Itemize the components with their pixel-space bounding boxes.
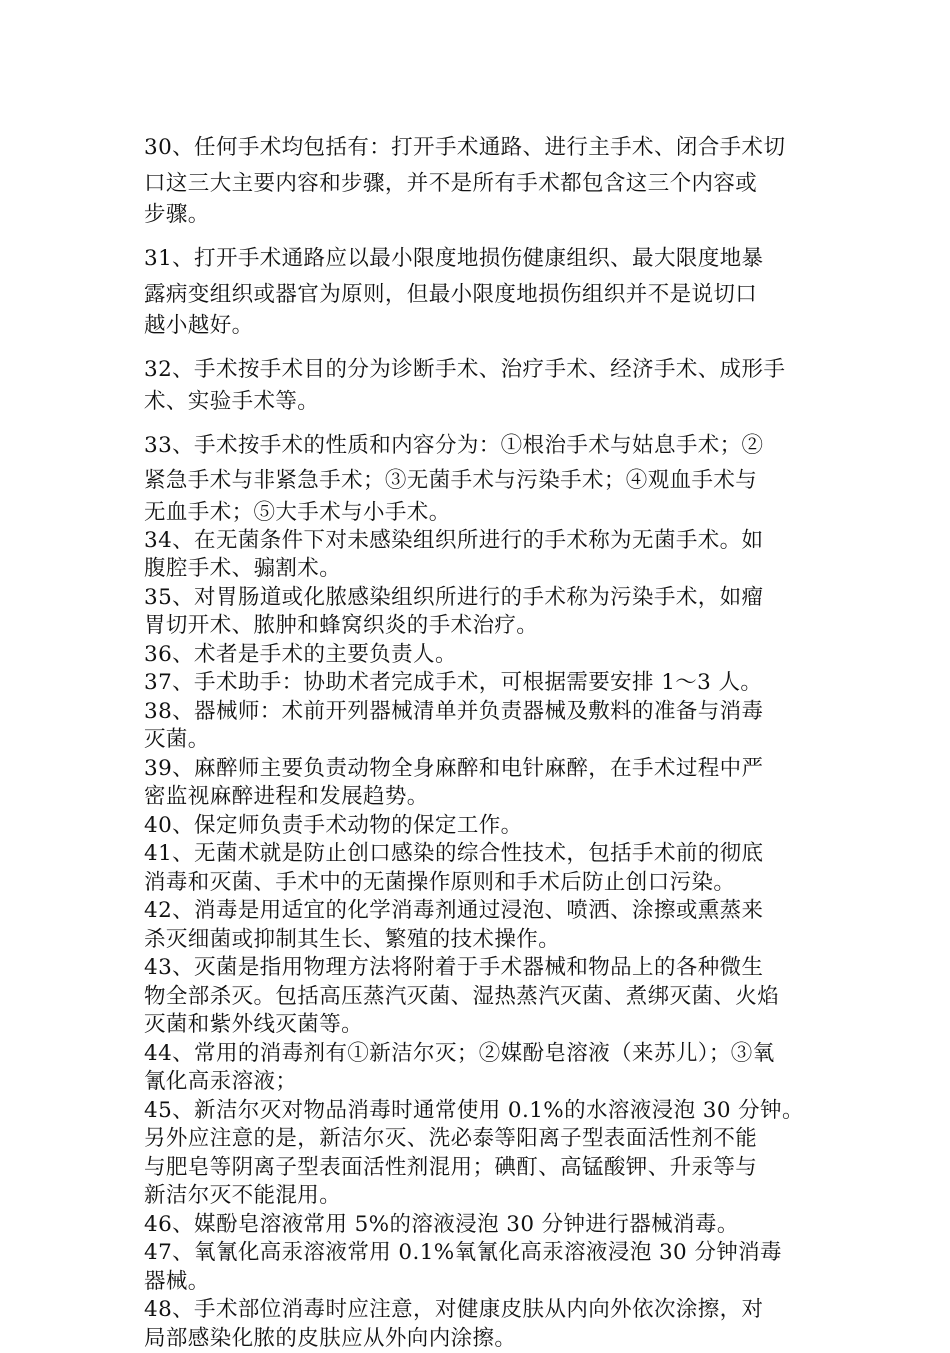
text-line: 38、器械师：术前开列器械清单并负责器械及敷料的准备与消毒 xyxy=(144,698,814,727)
paragraph-33 xyxy=(144,428,814,527)
paragraph-30 xyxy=(144,130,814,229)
paragraph-37 xyxy=(144,669,814,698)
text-line: 37、手术助手：协助术者完成手术，可根据需要安排 1～3 人。 xyxy=(144,669,814,698)
text-line: 48、手术部位消毒时应注意，对健康皮肤从内向外依次涂擦，对 xyxy=(144,1296,814,1325)
text-line: 与肥皂等阴离子型表面活性剂混用；碘酊、高锰酸钾、升汞等与 xyxy=(144,1154,814,1183)
text-line: 物全部杀灭。包括高压蒸汽灭菌、湿热蒸汽灭菌、煮绑灭菌、火焰 xyxy=(144,983,814,1012)
text-line: 灭菌和紫外线灭菌等。 xyxy=(144,1011,814,1040)
text-line: 紧急手术与非紧急手术；③无菌手术与污染手术；④观血手术与 xyxy=(144,463,814,499)
text-line: 42、消毒是用适宜的化学消毒剂通过浸泡、喷洒、涂擦或熏蒸来 xyxy=(144,897,814,926)
text-line: 44、常用的消毒剂有①新洁尔灭；②媒酚皂溶液（来苏儿）；③氧 xyxy=(144,1040,814,1069)
text-line: 32、手术按手术目的分为诊断手术、治疗手术、经济手术、成形手 xyxy=(144,352,814,388)
paragraph-31 xyxy=(144,241,814,340)
text-line: 局部感染化脓的皮肤应从外向内涂擦。 xyxy=(144,1325,814,1353)
document-page xyxy=(144,130,814,1353)
text-line: 步骤。 xyxy=(144,201,814,229)
paragraph-45 xyxy=(144,1097,814,1211)
paragraph-44 xyxy=(144,1040,814,1097)
text-line: 34、在无菌条件下对未感染组织所进行的手术称为无菌手术。如 xyxy=(144,527,814,556)
text-line: 43、灭菌是指用物理方法将附着于手术器械和物品上的各种微生 xyxy=(144,954,814,983)
text-line: 氰化高汞溶液； xyxy=(144,1068,814,1097)
text-line: 35、对胃肠道或化脓感染组织所进行的手术称为污染手术，如瘤 xyxy=(144,584,814,613)
text-line: 胃切开术、脓肿和蜂窝织炎的手术治疗。 xyxy=(144,612,814,641)
paragraph-38 xyxy=(144,698,814,755)
paragraph-36 xyxy=(144,641,814,670)
text-line: 40、保定师负责手术动物的保定工作。 xyxy=(144,812,814,841)
text-line: 41、无菌术就是防止创口感染的综合性技术，包括手术前的彻底 xyxy=(144,840,814,869)
text-line: 密监视麻醉进程和发展趋势。 xyxy=(144,783,814,812)
text-line: 越小越好。 xyxy=(144,312,814,340)
paragraph-34 xyxy=(144,527,814,584)
text-line: 46、媒酚皂溶液常用 5%的溶液浸泡 30 分钟进行器械消毒。 xyxy=(144,1211,814,1240)
text-line: 31、打开手术通路应以最小限度地损伤健康组织、最大限度地暴 xyxy=(144,241,814,277)
paragraph-40 xyxy=(144,812,814,841)
text-line: 另外应注意的是，新洁尔灭、洗必泰等阳离子型表面活性剂不能 xyxy=(144,1125,814,1154)
text-line: 消毒和灭菌、手术中的无菌操作原则和手术后防止创口污染。 xyxy=(144,869,814,898)
text-line: 灭菌。 xyxy=(144,726,814,755)
text-line: 露病变组织或器官为原则，但最小限度地损伤组织并不是说切口 xyxy=(144,277,814,313)
text-line: 36、术者是手术的主要负责人。 xyxy=(144,641,814,670)
paragraph-48 xyxy=(144,1296,814,1353)
paragraph-47 xyxy=(144,1239,814,1296)
text-line: 30、任何手术均包括有：打开手术通路、进行主手术、闭合手术切 xyxy=(144,130,814,166)
paragraph-42 xyxy=(144,897,814,954)
paragraph-41 xyxy=(144,840,814,897)
text-line: 腹腔手术、骟割术。 xyxy=(144,555,814,584)
text-line: 器械。 xyxy=(144,1268,814,1297)
paragraph-35 xyxy=(144,584,814,641)
text-line: 无血手术；⑤大手术与小手术。 xyxy=(144,499,814,527)
text-line: 杀灭细菌或抑制其生长、繁殖的技术操作。 xyxy=(144,926,814,955)
paragraph-39 xyxy=(144,755,814,812)
text-line: 39、麻醉师主要负责动物全身麻醉和电针麻醉，在手术过程中严 xyxy=(144,755,814,784)
paragraph-43 xyxy=(144,954,814,1040)
text-line: 术、实验手术等。 xyxy=(144,388,814,416)
paragraph-46 xyxy=(144,1211,814,1240)
text-line: 47、氧氰化高汞溶液常用 0.1%氧氰化高汞溶液浸泡 30 分钟消毒 xyxy=(144,1239,814,1268)
paragraph-32 xyxy=(144,352,814,416)
text-line: 33、手术按手术的性质和内容分为：①根治手术与姑息手术；② xyxy=(144,428,814,464)
text-line: 口这三大主要内容和步骤，并不是所有手术都包含这三个内容或 xyxy=(144,166,814,202)
text-line: 45、新洁尔灭对物品消毒时通常使用 0.1%的水溶液浸泡 30 分钟。 xyxy=(144,1097,814,1126)
text-line: 新洁尔灭不能混用。 xyxy=(144,1182,814,1211)
